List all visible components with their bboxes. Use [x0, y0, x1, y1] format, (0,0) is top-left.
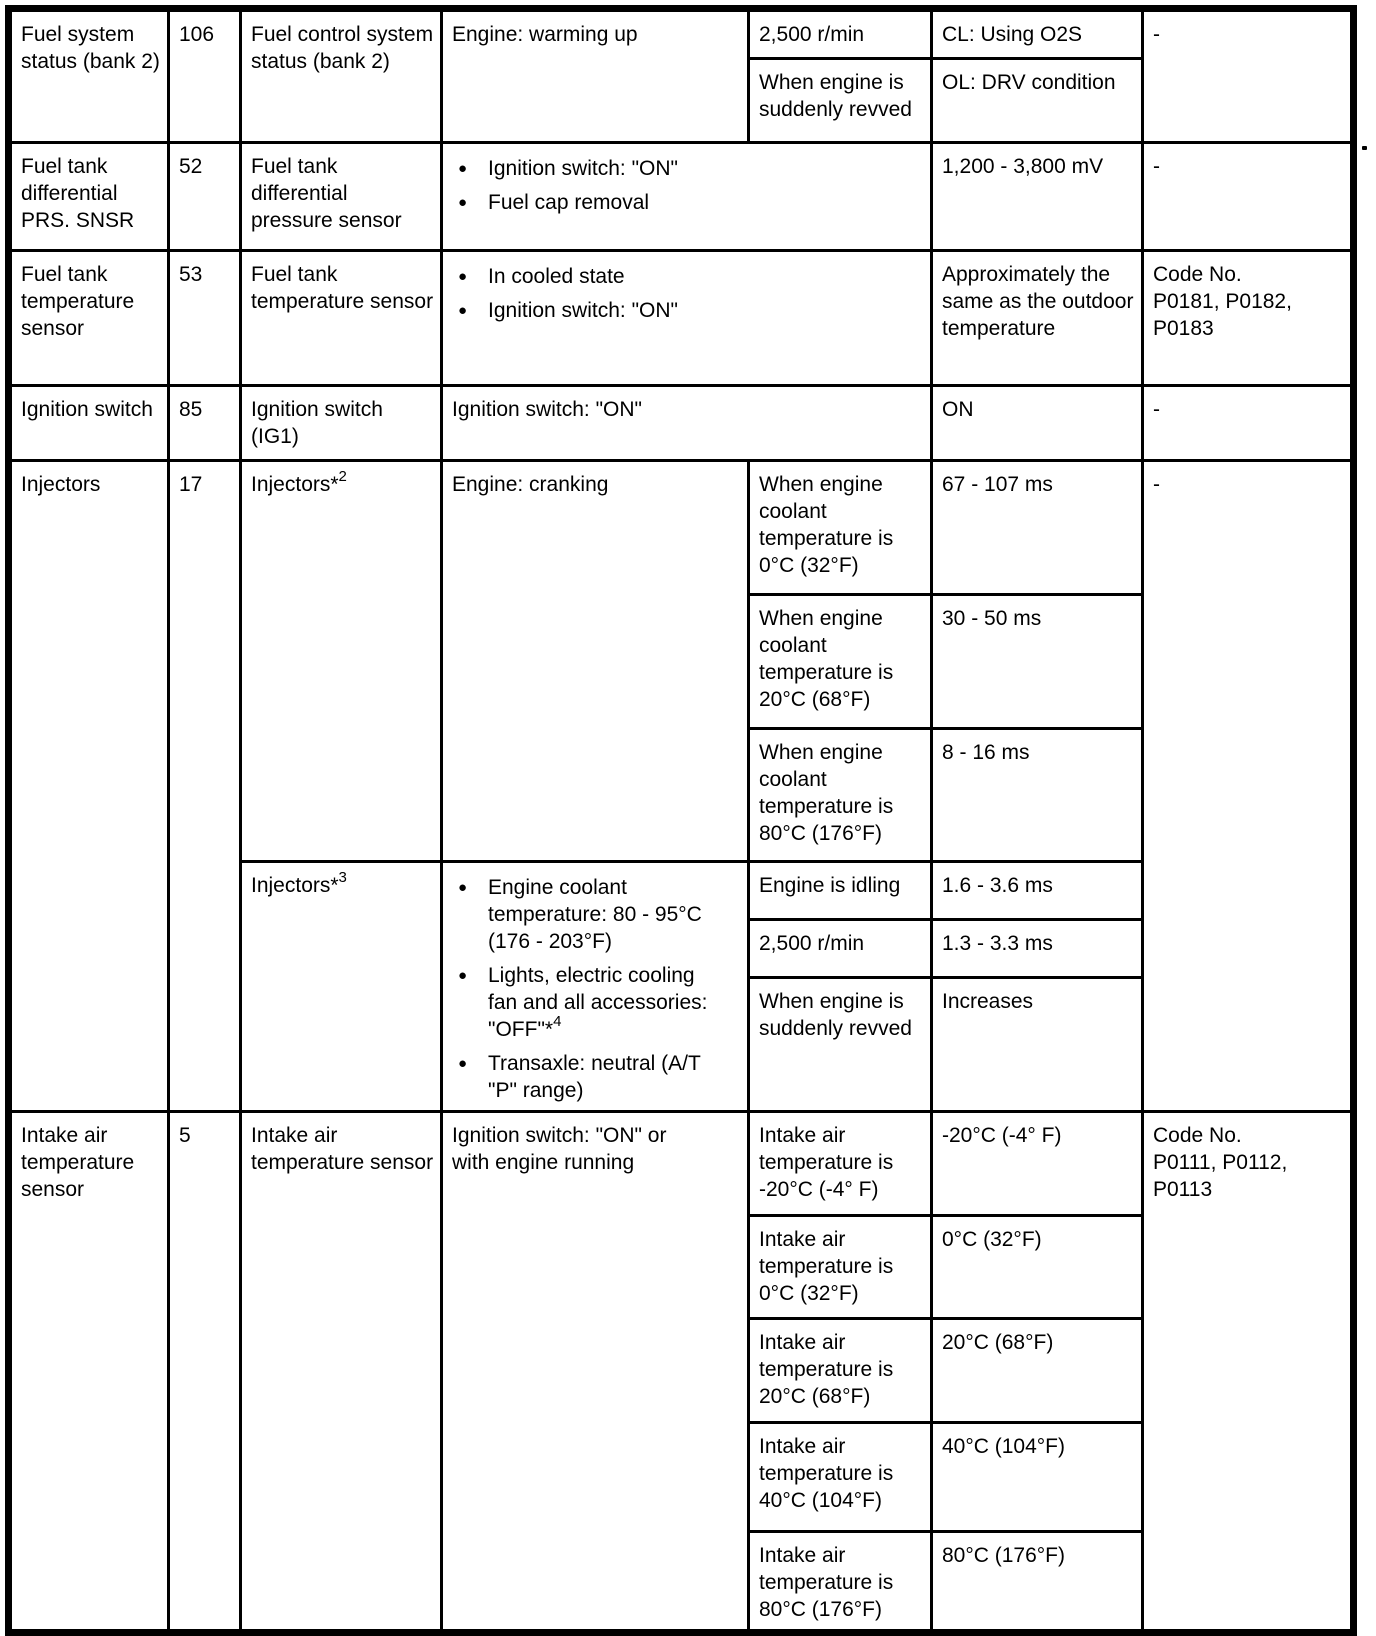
fuel-tank-temp-item-cell: Fuel tank temperature sensor — [9, 251, 169, 386]
injectors-number-cell: 17 — [169, 461, 241, 1112]
fuel-tank-temp-condition-cell — [442, 251, 932, 386]
ignition-switch-number-cell: 85 — [169, 386, 241, 461]
intake-air-subcondition-cell: Intake air temperature is 20°C (68°F) — [749, 1319, 932, 1423]
injectors-value-cell: 30 - 50 ms — [932, 595, 1143, 729]
footnote-superscript: 3 — [338, 869, 347, 886]
intake-air-subcondition-cell: Intake air temperature is -20°C (-4° F) — [749, 1112, 932, 1216]
ignition-switch-description-cell: Ignition switch (IG1) — [241, 386, 442, 461]
code-numbers: P0181, P0182, P0183 — [1153, 290, 1292, 340]
injectors-cranking-condition-cell: Engine: cranking — [442, 461, 749, 862]
condition-bullet-item — [452, 297, 924, 324]
intake-air-condition-cell — [442, 1112, 749, 1633]
condition-bullet-item — [452, 155, 924, 182]
fuel-system-value-cell: CL: Using O2S — [932, 9, 1143, 59]
injectors-subcondition-cell: When engine coolant temperature is 0°C (32°F) — [749, 461, 932, 595]
code-title: Code No. — [1153, 1124, 1242, 1147]
condition-bullet-item — [452, 874, 741, 955]
fuel-tank-temp-code-cell — [1143, 251, 1354, 386]
fuel-system-number-cell: 106 — [169, 9, 241, 143]
description-text: Injectors* — [251, 874, 339, 897]
intake-air-item-cell: Intake air temperature sensor — [9, 1112, 169, 1633]
fuel-system-description-cell: Fuel control system status (bank 2) — [241, 9, 442, 143]
bullet-icon: ● — [458, 302, 468, 319]
condition-bullet-list — [452, 153, 924, 216]
bullet-icon: ● — [458, 879, 468, 896]
ignition-switch-code-cell: - — [1143, 386, 1354, 461]
condition-bullet-item — [452, 189, 924, 216]
fuel-tank-diff-description-cell: Fuel tank differential pressure sensor — [241, 143, 442, 251]
condition-text: Ignition switch: "ON" — [488, 299, 678, 322]
condition-bullet-item — [452, 962, 741, 1043]
condition-bullet-item — [452, 1050, 741, 1104]
diagnostic-data-table — [5, 5, 1357, 1636]
condition-text: Fuel cap removal — [488, 191, 650, 214]
fuel-tank-temp-value-cell: Approximately the same as the outdoor temperature — [932, 251, 1143, 386]
condition-text: Ignition switch: "ON" — [488, 157, 678, 180]
ignition-switch-condition-cell: Ignition switch: "ON" — [442, 386, 932, 461]
intake-air-value-cell: -20°C (-4° F) — [932, 1112, 1143, 1216]
intake-air-description-cell: Intake air temperature sensor — [241, 1112, 442, 1633]
condition-text: Engine coolant temperature: 80 - 95°C (176 - 203°F) — [488, 876, 702, 953]
intake-air-subcondition-cell: Intake air temperature is 0°C (32°F) — [749, 1216, 932, 1319]
bullet-icon: ● — [458, 160, 468, 177]
intake-air-value-cell: 0°C (32°F) — [932, 1216, 1143, 1319]
intake-air-value-cell: 20°C (68°F) — [932, 1319, 1143, 1423]
injectors-idling-description-cell — [241, 862, 442, 1112]
injectors-value-cell: Increases — [932, 978, 1143, 1112]
bullet-icon: ● — [458, 268, 468, 285]
fuel-tank-diff-item-cell: Fuel tank differential PRS. SNSR — [9, 143, 169, 251]
intake-air-subcondition-cell: Intake air temperature is 40°C (104°F) — [749, 1423, 932, 1532]
condition-text: Transaxle: neutral (A/T "P" range) — [488, 1052, 701, 1102]
fuel-system-subcondition-cell: When engine is suddenly revved — [749, 59, 932, 143]
fuel-tank-temp-number-cell: 53 — [169, 251, 241, 386]
injectors-item-cell: Injectors — [9, 461, 169, 1112]
ignition-switch-item-cell: Ignition switch — [9, 386, 169, 461]
injectors-subcondition-cell: Engine is idling — [749, 862, 932, 920]
intake-air-subcondition-cell: Intake air temperature is 80°C (176°F) — [749, 1532, 932, 1633]
injectors-value-cell: 1.3 - 3.3 ms — [932, 920, 1143, 978]
injectors-code-cell: - — [1143, 461, 1354, 1112]
injectors-subcondition-cell: When engine coolant temperature is 80°C (176°F) — [749, 729, 932, 862]
fuel-tank-diff-condition-cell — [442, 143, 932, 251]
injectors-value-cell: 67 - 107 ms — [932, 461, 1143, 595]
condition-text: In cooled state — [488, 265, 625, 288]
injectors-idling-condition-cell — [442, 862, 749, 1112]
ignition-switch-value-cell: ON — [932, 386, 1143, 461]
fuel-system-condition-cell: Engine: warming up — [442, 9, 749, 143]
intake-air-value-cell: 80°C (176°F) — [932, 1532, 1143, 1633]
condition-text: Ignition switch: "ON" or with engine running — [452, 1124, 667, 1174]
injectors-subcondition-cell: When engine is suddenly revved — [749, 978, 932, 1112]
scan-artifact-dot — [1362, 146, 1367, 150]
footnote-superscript: 4 — [553, 1013, 562, 1030]
fuel-tank-diff-code-cell: - — [1143, 143, 1354, 251]
intake-air-code-cell — [1143, 1112, 1354, 1633]
code-title: Code No. — [1153, 263, 1242, 286]
intake-air-value-cell: 40°C (104°F) — [932, 1423, 1143, 1532]
fuel-tank-diff-value-cell: 1,200 - 3,800 mV — [932, 143, 1143, 251]
condition-text: Lights, electric cooling fan and all accessories: "OFF"*$^4$ — [488, 964, 708, 1041]
intake-air-number-cell: 5 — [169, 1112, 241, 1633]
bullet-icon: ● — [458, 967, 468, 984]
bullet-icon: ● — [458, 194, 468, 211]
injectors-cranking-description-cell — [241, 461, 442, 862]
fuel-system-value-cell: OL: DRV condition — [932, 59, 1143, 143]
footnote-superscript: 2 — [338, 468, 347, 485]
injectors-value-cell: 8 - 16 ms — [932, 729, 1143, 862]
fuel-tank-diff-number-cell: 52 — [169, 143, 241, 251]
code-numbers: P0111, P0112, P0113 — [1153, 1151, 1288, 1201]
condition-bullet-list — [452, 872, 741, 1104]
fuel-system-item-cell: Fuel system status (bank 2) — [9, 9, 169, 143]
injectors-subcondition-cell: 2,500 r/min — [749, 920, 932, 978]
bullet-icon: ● — [458, 1055, 468, 1072]
injectors-value-cell: 1.6 - 3.6 ms — [932, 862, 1143, 920]
injectors-subcondition-cell: When engine coolant temperature is 20°C (68°F) — [749, 595, 932, 729]
description-text: Injectors* — [251, 473, 339, 496]
condition-bullet-list — [452, 261, 924, 324]
fuel-system-subcondition-cell: 2,500 r/min — [749, 9, 932, 59]
fuel-tank-temp-description-cell: Fuel tank temperature sensor — [241, 251, 442, 386]
fuel-system-code-cell: - — [1143, 9, 1354, 143]
condition-bullet-item — [452, 263, 924, 290]
